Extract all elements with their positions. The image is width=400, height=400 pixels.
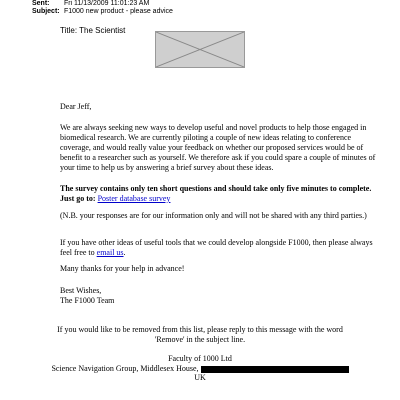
email-us-link[interactable]: email us: [96, 248, 124, 257]
ideas-text: If you have other ideas of useful tools that we could develop alongside F1000, then please always feel free to: [60, 238, 373, 257]
document-title: Title: The Scientist: [60, 26, 126, 35]
survey-link[interactable]: Poster database survey: [97, 194, 171, 203]
broken-image-icon: [156, 32, 244, 67]
survey-text: The survey contains only ten short questions and should take only five minutes to complete. Just go to:: [60, 184, 372, 203]
image-placeholder: [155, 31, 245, 68]
survey-paragraph: [60, 184, 380, 204]
company-name: Faculty of 1000 Ltd: [168, 354, 232, 363]
redaction-bar: [201, 366, 349, 373]
ideas-paragraph: [60, 238, 380, 258]
remove-notice: If you would like to be removed from this list, please reply to this message with the word 'Remove' in the subject line.: [57, 325, 343, 344]
sent-row: [32, 0, 149, 8]
signoff-line: Best Wishes,: [60, 286, 102, 295]
team-line: The F1000 Team: [60, 296, 115, 305]
note-paragraph: (N.B. your responses are for our information only and will not be shared with any third parties.): [60, 211, 367, 220]
intro-paragraph: We are always seeking new ways to develop useful and novel products to help those engaged in biomedical research. We are currently piloting a couple of new ideas relating to conference coverage, and would really value your feedback on whether our proposed services would be of benefit to a researcher such as yourself. We therefore ask if you could spare a couple of minutes of your time to help us by answering a brief survey about these ideas.: [60, 123, 376, 172]
greeting: Dear Jeff,: [60, 102, 92, 111]
subject-row: [32, 8, 173, 16]
company-country: UK: [194, 373, 206, 382]
thanks-line: Many thanks for your help in advance!: [60, 264, 185, 273]
sent-value: Fri 11/13/2009 11:01:23 AM: [63, 0, 150, 7]
ideas-end: .: [123, 248, 126, 257]
sent-label: Sent:: [32, 0, 50, 7]
address-text: Science Navigation Group, Middlesex House,: [51, 364, 199, 373]
subject-label: Subject:: [32, 8, 60, 15]
subject-value: F1000 new product - please advice: [63, 8, 173, 15]
